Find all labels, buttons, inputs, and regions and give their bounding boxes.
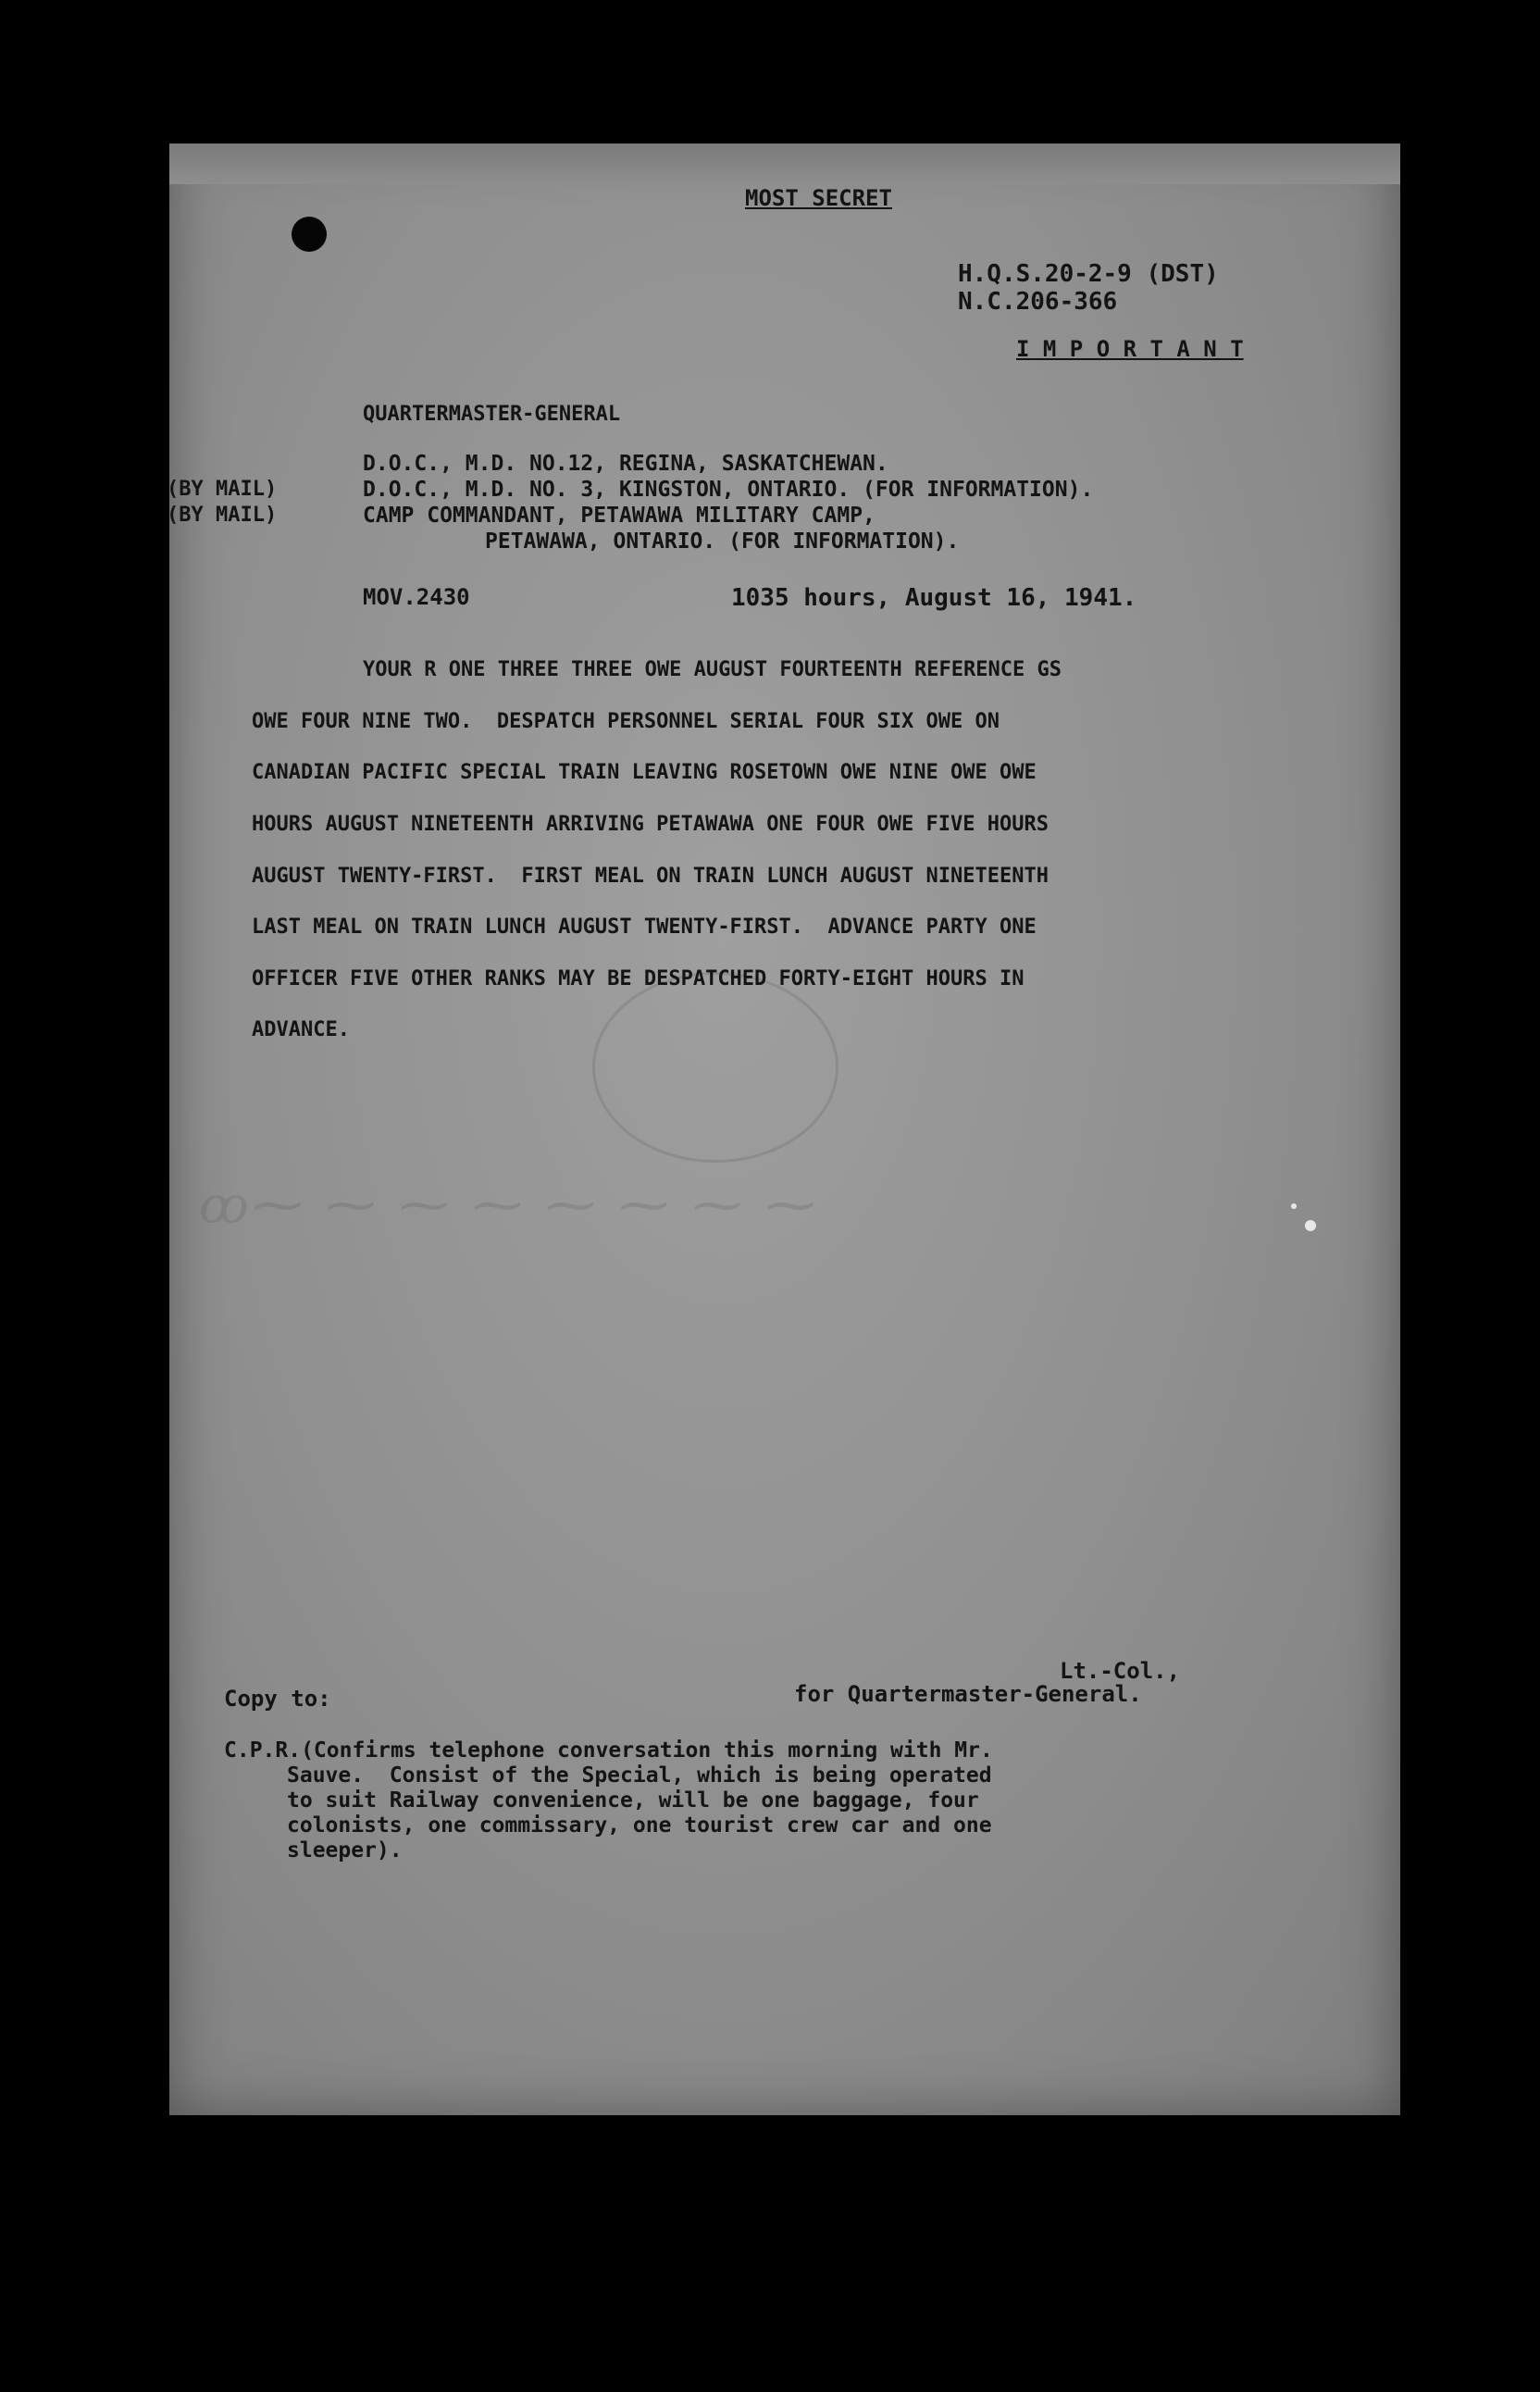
body-line: AUGUST TWENTY-FIRST. FIRST MEAL ON TRAIN LUNCH AUGUST NINETEENTH <box>252 865 1049 888</box>
signature-for-line: for Quartermaster-General. <box>794 1681 1142 1707</box>
body-line: LAST MEAL ON TRAIN LUNCH AUGUST TWENTY-FIRST. ADVANCE PARTY ONE <box>252 916 1037 939</box>
copy-note-line: C.P.R.(Confirms telephone conversation this morning with Mr. <box>224 1738 993 1763</box>
copy-note-line: to suit Railway convenience, will be one baggage, four <box>287 1788 979 1813</box>
by-mail-tag: (BY MAIL) <box>167 504 278 527</box>
signature-rank: Lt.-Col., <box>1060 1658 1181 1684</box>
addressee-3-cont: PETAWAWA, ONTARIO. (FOR INFORMATION). <box>485 529 960 554</box>
body-line: ADVANCE. <box>252 1018 350 1041</box>
priority-marking: I M P O R T A N T <box>1016 336 1244 362</box>
addressee-3: CAMP COMMANDANT, PETAWAWA MILITARY CAMP, <box>363 504 876 528</box>
body-line: CANADIAN PACIFIC SPECIAL TRAIN LEAVING ROSETOWN OWE NINE OWE OWE <box>252 761 1037 784</box>
faint-bleedthrough: ꝏ⁓ ⁓ ⁓ ⁓ ⁓ ⁓ ⁓ ⁓ <box>199 1176 820 1234</box>
message-datetime: 1035 hours, August 16, 1941. <box>731 584 1137 612</box>
copy-note-line: Sauve. Consist of the Special, which is being operated <box>287 1763 992 1788</box>
speck <box>1305 1220 1316 1231</box>
message-number: MOV.2430 <box>363 584 470 610</box>
copy-note-line: colonists, one commissary, one tourist crew car and one <box>287 1813 992 1838</box>
addressee-2: D.O.C., M.D. NO. 3, KINGSTON, ONTARIO. (FOR INFORMATION). <box>363 478 1094 502</box>
reference-number-1: H.Q.S.20-2-9 (DST) <box>958 260 1219 288</box>
reference-number-2: N.C.206-366 <box>958 288 1118 316</box>
body-line: OWE FOUR NINE TWO. DESPATCH PERSONNEL SERIAL FOUR SIX OWE ON <box>252 710 1000 733</box>
speck <box>1291 1203 1297 1209</box>
addressee-1: D.O.C., M.D. NO.12, REGINA, SASKATCHEWAN. <box>363 452 888 476</box>
copy-note-line: sleeper). <box>287 1838 403 1863</box>
punch-hole <box>292 217 327 252</box>
body-line: OFFICER FIVE OTHER RANKS MAY BE DESPATCHED FORTY-EIGHT HOURS IN <box>252 967 1025 990</box>
from-line: QUARTERMASTER-GENERAL <box>363 403 621 426</box>
page-top-edge <box>169 143 1400 184</box>
copy-to-label: Copy to: <box>224 1686 331 1712</box>
by-mail-tag: (BY MAIL) <box>167 478 278 501</box>
classification-heading: MOST SECRET <box>745 185 892 211</box>
body-line: YOUR R ONE THREE THREE OWE AUGUST FOURTEENTH REFERENCE GS <box>363 658 1062 681</box>
faint-stamp <box>592 972 838 1163</box>
body-line: HOURS AUGUST NINETEENTH ARRIVING PETAWAWA ONE FOUR OWE FIVE HOURS <box>252 813 1049 836</box>
